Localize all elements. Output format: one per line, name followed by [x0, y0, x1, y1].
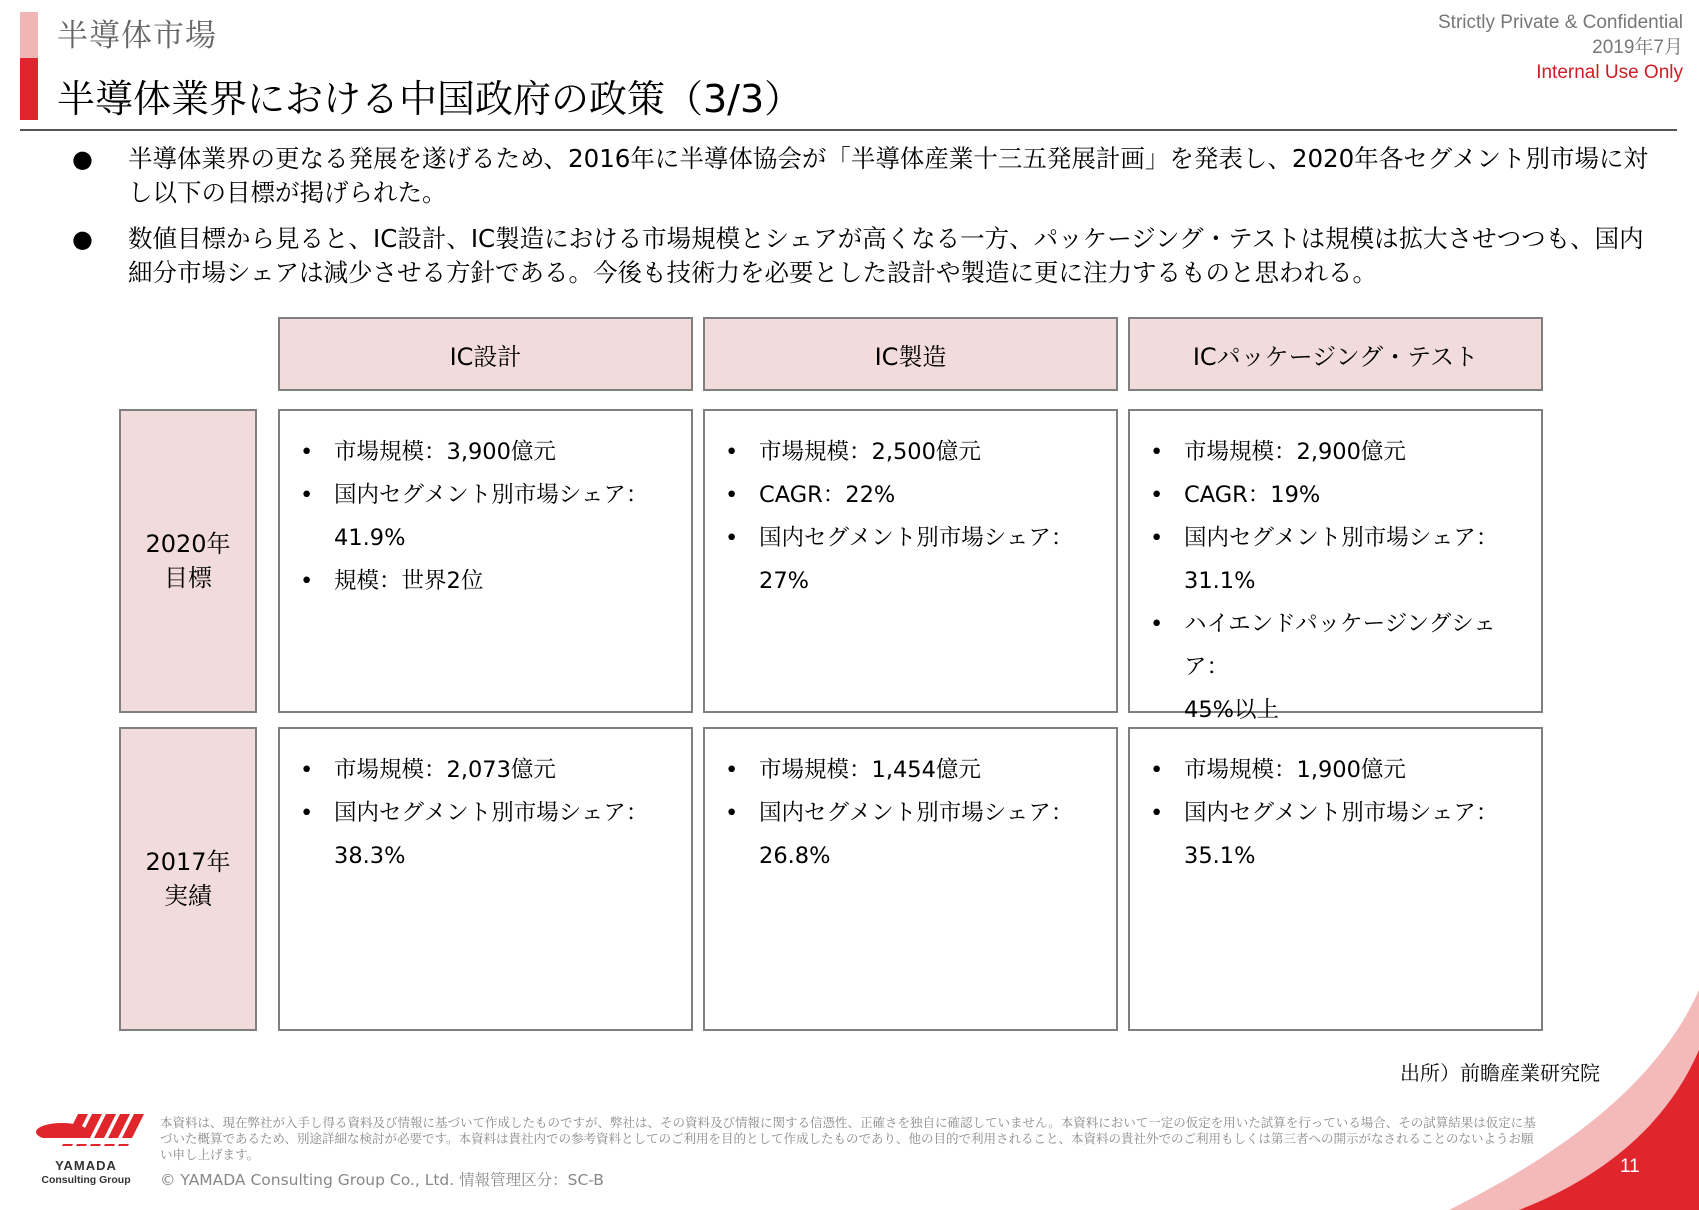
bullet-item: [70, 142, 1650, 210]
row-header-2017-actual: 2017年 実績: [119, 727, 257, 1031]
list-item: • 国内セグメント別市場シェア： 41.9%: [296, 474, 675, 560]
column-header-ic-manufacturing: IC製造: [703, 317, 1118, 391]
bullet-icon: •: [1150, 611, 1164, 637]
bullet-dot-icon: ●: [72, 145, 93, 173]
cell-2020-ic-packaging-test: [1128, 409, 1543, 723]
list-item: • 国内セグメント別市場シェア： 31.1%: [1146, 517, 1525, 603]
list-item: • 国内セグメント別市場シェア：27%: [721, 517, 1100, 603]
row-header-2020-target: 2020年 目標: [119, 409, 257, 713]
logo-subtitle: Consulting Group: [41, 1174, 131, 1186]
bullet-icon: •: [1150, 439, 1164, 465]
bullet-dot-icon: ●: [72, 225, 93, 253]
cell-2020-ic-design: [278, 409, 693, 713]
section-title: 半導体市場: [57, 18, 217, 54]
list-item: • 国内セグメント別市場シェア： 35.1%: [1146, 792, 1525, 878]
logo-name: YAMADA: [55, 1158, 117, 1173]
cell-2017-ic-design: [278, 727, 693, 1031]
cell-2020-ic-manufacturing: [703, 409, 1118, 713]
page-number: 11: [1620, 1156, 1640, 1177]
list-item: • 市場規模：3,900億元: [296, 431, 675, 474]
bullet-text: 数値目標から見ると、IC設計、IC製造における市場規模とシェアが高くなる一方、パッケージング・テストは規模は拡大させつつも、国内細分市場シェアは減少させる方針である。今後も技術力を必要とした設計や製造に更に注力するものと思われる。: [128, 224, 1644, 287]
list-item: • CAGR：19%: [1146, 474, 1525, 517]
header-divider: [20, 129, 1677, 131]
bullet-icon: •: [725, 800, 739, 826]
bullet-icon: •: [300, 482, 314, 508]
internal-use-label: Internal Use Only: [1536, 62, 1683, 83]
column-header-ic-packaging-test: ICパッケージング・テスト: [1128, 317, 1543, 391]
bullet-icon: •: [725, 525, 739, 551]
bullet-icon: •: [300, 757, 314, 783]
list-item: • ハイエンドパッケージングシェア： 45%以上: [1146, 603, 1525, 732]
source-note: 出所）前瞻産業研究院: [1400, 1061, 1600, 1085]
header-accent-bar-light: [20, 12, 38, 58]
list-item: • 市場規模：1,454億元: [721, 749, 1100, 792]
disclaimer-text: 本資料は、現在弊社が入手し得る資料及び情報に基づいて作成したものですが、弊社は、その資料及び情報に関する信憑性、正確さを独自に確認していません。本資料において一定の仮定を用いた試算を行っている場合、その試算結果は仮定に基づいた概算であるため、別途詳細な検討が必要です。本資料は貴社内での参考資料としてのご利用を目的として作成したものであり、他の目的で利用されること、本資料の貴社外でのご利用もしくは第三者への開示がなされることのないようお願い申し上げます。: [160, 1115, 1536, 1162]
column-header-ic-design: IC設計: [278, 317, 693, 391]
bullet-icon: •: [1150, 757, 1164, 783]
bullet-icon: •: [725, 482, 739, 508]
bullet-icon: •: [1150, 800, 1164, 826]
bullet-icon: •: [1150, 482, 1164, 508]
bullet-item: [70, 222, 1650, 290]
list-item: • 市場規模：2,073億元: [296, 749, 675, 792]
confidential-label: Strictly Private & Confidential: [1438, 12, 1683, 33]
header-accent-bar-red: [20, 58, 38, 120]
bullet-icon: •: [300, 439, 314, 465]
page-title: 半導体業界における中国政府の政策（3/3）: [57, 77, 803, 121]
summary-bullets: [70, 142, 1650, 302]
list-item: • 国内セグメント別市場シェア： 38.3%: [296, 792, 675, 878]
cell-2017-ic-manufacturing: [703, 727, 1118, 1031]
list-item: • 市場規模：1,900億元: [1146, 749, 1525, 792]
bullet-icon: •: [725, 757, 739, 783]
copyright-text: © YAMADA Consulting Group Co., Ltd. 情報管理区分：SC-B: [160, 1171, 604, 1189]
list-item: • 規模：世界2位: [296, 560, 675, 603]
list-item: • CAGR：22%: [721, 474, 1100, 517]
list-item: • 市場規模：2,900億元: [1146, 431, 1525, 474]
date-label: 2019年7月: [1592, 37, 1683, 58]
bullet-text: 半導体業界の更なる発展を遂げるため、2016年に半導体協会が「半導体産業十三五発展計画」を発表し、2020年各セグメント別市場に対し以下の目標が掲げられた。: [128, 144, 1648, 207]
bullet-icon: •: [1150, 525, 1164, 551]
bullet-icon: •: [725, 439, 739, 465]
bullet-icon: •: [300, 568, 314, 594]
confidentiality-block: [1438, 10, 1683, 85]
list-item: • 国内セグメント別市場シェア： 26.8%: [721, 792, 1100, 878]
bullet-icon: •: [300, 800, 314, 826]
list-item: • 市場規模：2,500億元: [721, 431, 1100, 474]
